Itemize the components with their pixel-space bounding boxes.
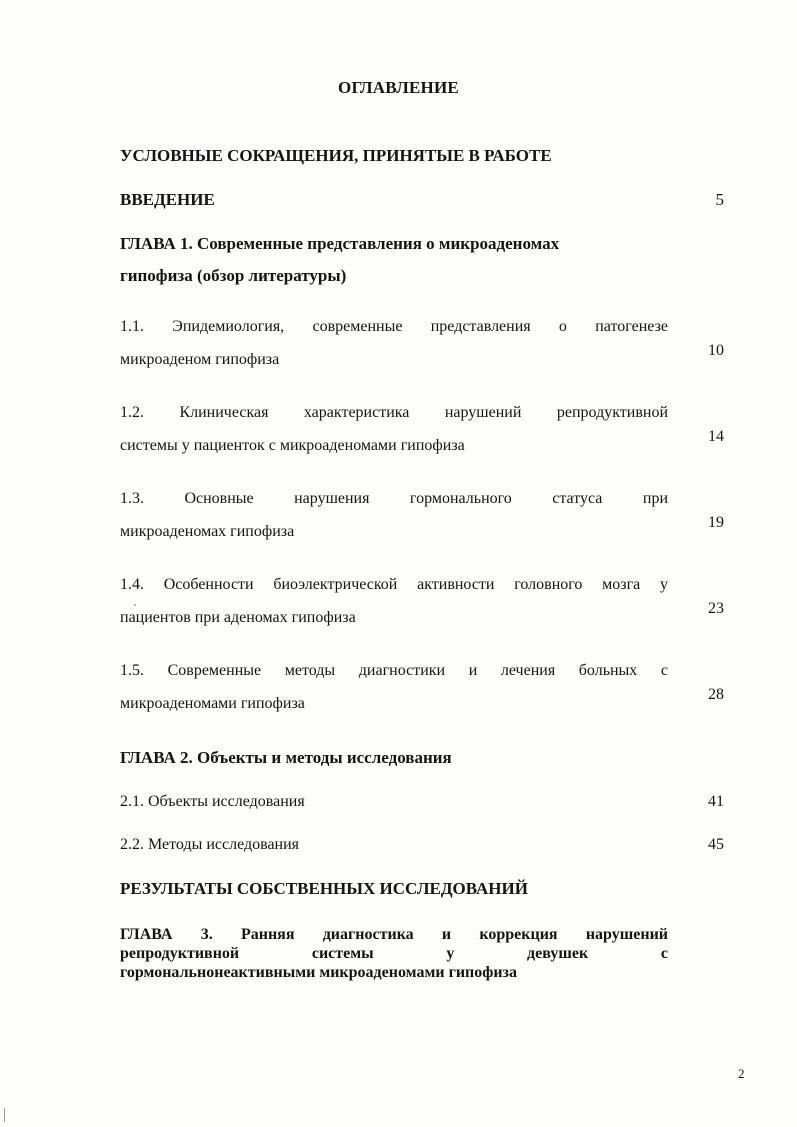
results-heading: РЕЗУЛЬТАТЫ СОБСТВЕННЫХ ИССЛЕДОВАНИЙ	[120, 879, 528, 898]
toc-entry-1-2-line2: системы у пациенток с микроаденомами гипофиза	[120, 437, 465, 454]
toc-entry-1-4-line1: 1.4. Особенности биоэлектрической активности головного мозга у	[120, 576, 668, 593]
scan-speck	[134, 604, 136, 606]
intro-page: 5	[715, 190, 724, 209]
chapter3-heading-line3: гормональнонеактивными микроаденомами гипофиза	[120, 964, 517, 981]
toc-entry-1-4-page: 23	[708, 600, 724, 617]
page-title: ОГЛАВЛЕНИЕ	[338, 78, 459, 97]
toc-entry-1-2-line1: 1.2. Клиническая характеристика нарушений репродуктивной	[120, 404, 668, 421]
page-number: 2	[738, 1066, 745, 1081]
chapter2-heading: ГЛАВА 2. Объекты и методы исследования	[120, 748, 452, 767]
toc-entry-1-1-line2: микроаденом гипофиза	[120, 351, 280, 368]
toc-entry-1-5-line1: 1.5. Современные методы диагностики и лечения больных с	[120, 662, 668, 679]
toc-entry-1-5-line2: микроаденомами гипофиза	[120, 695, 305, 712]
toc-entry-1-4-line2: пациентов при аденомах гипофиза	[120, 609, 356, 626]
toc-entry-1-3-line1: 1.3. Основные нарушения гормонального статуса при	[120, 490, 668, 507]
chapter3-heading-line2: репродуктивной системы у девушек с	[120, 945, 668, 962]
abbreviations-heading: УСЛОВНЫЕ СОКРАЩЕНИЯ, ПРИНЯТЫЕ В РАБОТЕ	[120, 146, 552, 165]
toc-entry-1-3-page: 19	[708, 514, 724, 531]
intro-heading: ВВЕДЕНИЕ	[120, 190, 215, 209]
toc-entry-2-2-label: 2.2. Методы исследования	[120, 836, 300, 853]
chapter3-heading-line1: ГЛАВА 3. Ранняя диагностика и коррекция нарушений	[120, 926, 668, 943]
toc-entry-1-1-line1: 1.1. Эпидемиология, современные представления о патогенезе	[120, 318, 668, 335]
scan-margin-mark	[4, 1108, 5, 1122]
toc-entry-1-5-page: 28	[708, 686, 724, 703]
toc-entry-2-1-page: 41	[708, 793, 724, 810]
toc-entry-1-1-page: 10	[708, 342, 724, 359]
chapter1-heading-line2: гипофиза (обзор литературы)	[120, 266, 347, 285]
chapter1-heading-line1: ГЛАВА 1. Современные представления о микроаденомах	[120, 234, 560, 253]
toc-entry-1-2-page: 14	[708, 428, 724, 445]
toc-entry-2-1-label: 2.1. Объекты исследования	[120, 793, 305, 810]
toc-entry-1-3-line2: микроаденомах гипофиза	[120, 523, 295, 540]
toc-entry-2-2-page: 45	[708, 836, 724, 853]
